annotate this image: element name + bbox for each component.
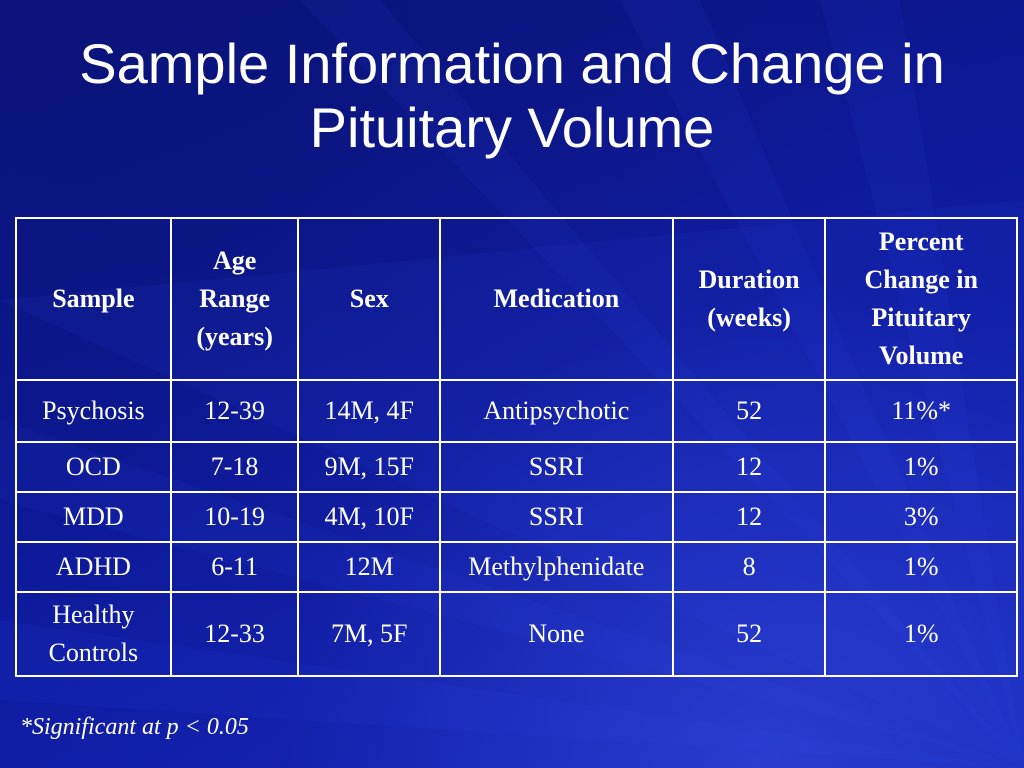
header-line: Percent — [878, 227, 964, 256]
sample-info-table — [15, 217, 1018, 677]
header-medication — [440, 218, 673, 380]
cell-sample-line: MDD — [63, 502, 124, 531]
slide-title — [0, 32, 1024, 160]
cell-sex: 9M, 15F — [298, 442, 440, 492]
cell-sample — [16, 592, 171, 676]
cell-age: 12-39 — [171, 380, 299, 442]
slide-title-line-2: Pituitary Volume — [309, 96, 715, 159]
header-sample — [16, 218, 171, 380]
cell-sample — [16, 492, 171, 542]
header-line: Pituitary — [871, 303, 972, 332]
cell-sample — [16, 442, 171, 492]
cell-age: 6-11 — [171, 542, 299, 592]
cell-duration: 12 — [673, 442, 826, 492]
header-line: Medication — [493, 284, 620, 313]
header-line: (weeks) — [707, 303, 791, 332]
cell-medication: SSRI — [440, 442, 673, 492]
cell-sample — [16, 380, 171, 442]
cell-sex: 14M, 4F — [298, 380, 440, 442]
header-duration — [673, 218, 826, 380]
table-row — [16, 492, 1017, 542]
cell-age: 10-19 — [171, 492, 299, 542]
cell-age: 12-33 — [171, 592, 299, 676]
cell-medication: Antipsychotic — [440, 380, 673, 442]
header-line: Sex — [349, 284, 389, 313]
header-sex — [298, 218, 440, 380]
cell-duration: 12 — [673, 492, 826, 542]
cell-age: 7-18 — [171, 442, 299, 492]
header-age-range — [171, 218, 299, 380]
header-line: Change in — [864, 265, 978, 294]
table-row — [16, 542, 1017, 592]
cell-duration: 52 — [673, 380, 826, 442]
cell-medication: SSRI — [440, 492, 673, 542]
cell-sample — [16, 542, 171, 592]
header-line: Duration — [698, 265, 800, 294]
cell-sample-line: Healthy — [52, 600, 135, 629]
header-line: Sample — [52, 284, 135, 313]
cell-sex: 12M — [298, 542, 440, 592]
cell-duration: 52 — [673, 592, 826, 676]
cell-sample-line: Controls — [48, 638, 139, 667]
header-line: (years) — [196, 322, 273, 351]
cell-percent-change: 1% — [825, 442, 1017, 492]
cell-sex: 7M, 5F — [298, 592, 440, 676]
cell-sample-line: OCD — [65, 452, 121, 481]
cell-sample-line: Psychosis — [42, 396, 145, 425]
cell-medication: None — [440, 592, 673, 676]
table-row — [16, 380, 1017, 442]
cell-percent-change: 11%* — [825, 380, 1017, 442]
cell-percent-change: 1% — [825, 592, 1017, 676]
cell-percent-change: 1% — [825, 542, 1017, 592]
header-percent-change — [825, 218, 1017, 380]
header-line: Range — [199, 284, 270, 313]
cell-duration: 8 — [673, 542, 826, 592]
header-line: Volume — [879, 341, 964, 370]
header-line: Age — [212, 246, 257, 275]
table-header-row — [16, 218, 1017, 380]
slide-title-line-1: Sample Information and Change in — [79, 32, 945, 95]
cell-sample-line: ADHD — [55, 552, 131, 581]
cell-medication: Methylphenidate — [440, 542, 673, 592]
cell-sex: 4M, 10F — [298, 492, 440, 542]
cell-percent-change: 3% — [825, 492, 1017, 542]
significance-footnote: *Significant at p < 0.05 — [20, 714, 249, 740]
table-row — [16, 442, 1017, 492]
table-row — [16, 592, 1017, 676]
